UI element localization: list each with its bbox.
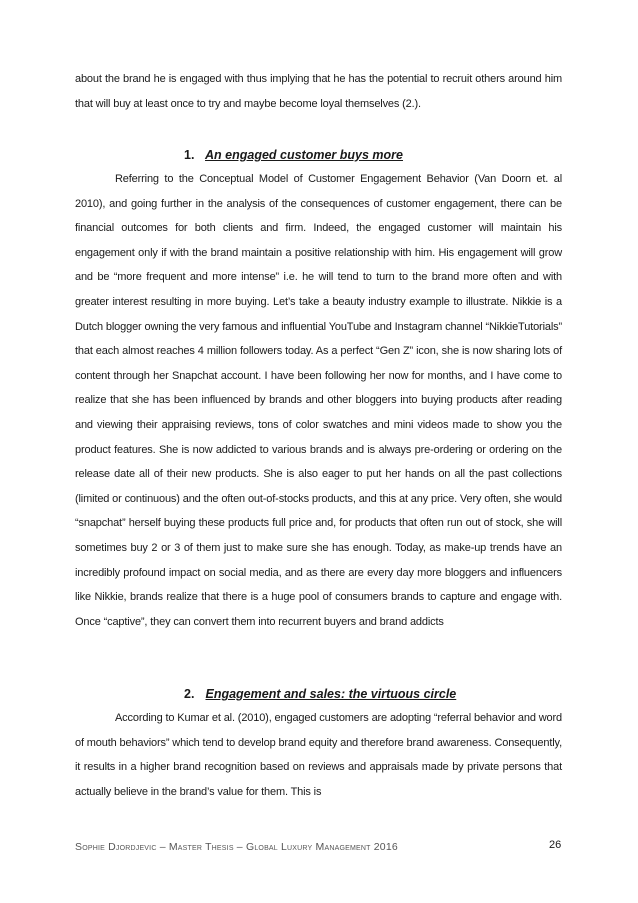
paragraph-engaged-customer: Referring to the Conceptual Model of Customer Engagement Behavior (Van Doorn et. al 2010), and going further in the analysis of the consequences of customer engagement, there can be financial outcomes for both clients and firm. Indeed, the engaged customer will maintain his engagement only if with the brand maintain a positive relationship with him. His engagement will grow and be “more frequent and more intense” i.e. he will tend to turn to the brand more often and with greater interest resulting in more buying. Let’s take a beauty industry example to illustrate. Nikkie is a Dutch blogger owning the very famous and influential YouTube and Instagram channel “NikkieTutorials” that each almost reaches 4 million followers today. As a perfect “Gen Z” icon, she is now sharing lots of content through her Snapchat account. I have been following her now for months, and I have come to realize that she has been influenced by brands and other bloggers into buying products after reading and viewing their appraising reviews, tons of color swatches and mini videos made to show you the product features. She is now addicted to various brands and is always pre-ordering or ordering on the release date all of their new products. She is also eager to put her hands on all the past collections (limited or continuous) and the often out-of-stocks products, and this at any price. Very often, she would “snapchat” herself buying these products full price and, for products that often run out of stock, she will sometimes buy 2 or 3 of them just to make sure she has enough. Today, as make-up trends have an incredibly profound impact on social media, and as there are every day more bloggers and influencers like Nikkie, brands realize that there is a huge pool of consumers brands to capture and engage with. Once “captive”, they can convert them into recurrent buyers and brand addicts	[75, 173, 562, 628]
section-heading-1-number: 1.	[184, 148, 195, 162]
section-heading-2-number: 2.	[184, 687, 195, 701]
section-heading-2-title: Engagement and sales: the virtuous circle	[205, 687, 457, 701]
paragraph-engagement-sales: According to Kumar et al. (2010), engaged customers are adopting “referral behavior and word of mouth behaviors” which tend to develop brand equity and therefore brand awareness. Consequently, it results in a higher brand recognition based on reviews and appraisals made by private persons that actually believe in the brand’s value for them. This is	[75, 712, 562, 798]
paragraph-continuation: about the brand he is engaged with thus implying that he has the potential to recruit others around him that will buy at least once to try and maybe become loyal themselves (2.).	[75, 73, 562, 110]
section-heading-2	[184, 687, 456, 701]
page-number: 26	[549, 839, 562, 851]
section-heading-1	[184, 148, 403, 162]
page-footer: Sophie Djordjevic – Master Thesis – Global Luxury Management 2016	[75, 841, 398, 853]
section-heading-1-title: An engaged customer buys more	[205, 148, 403, 162]
